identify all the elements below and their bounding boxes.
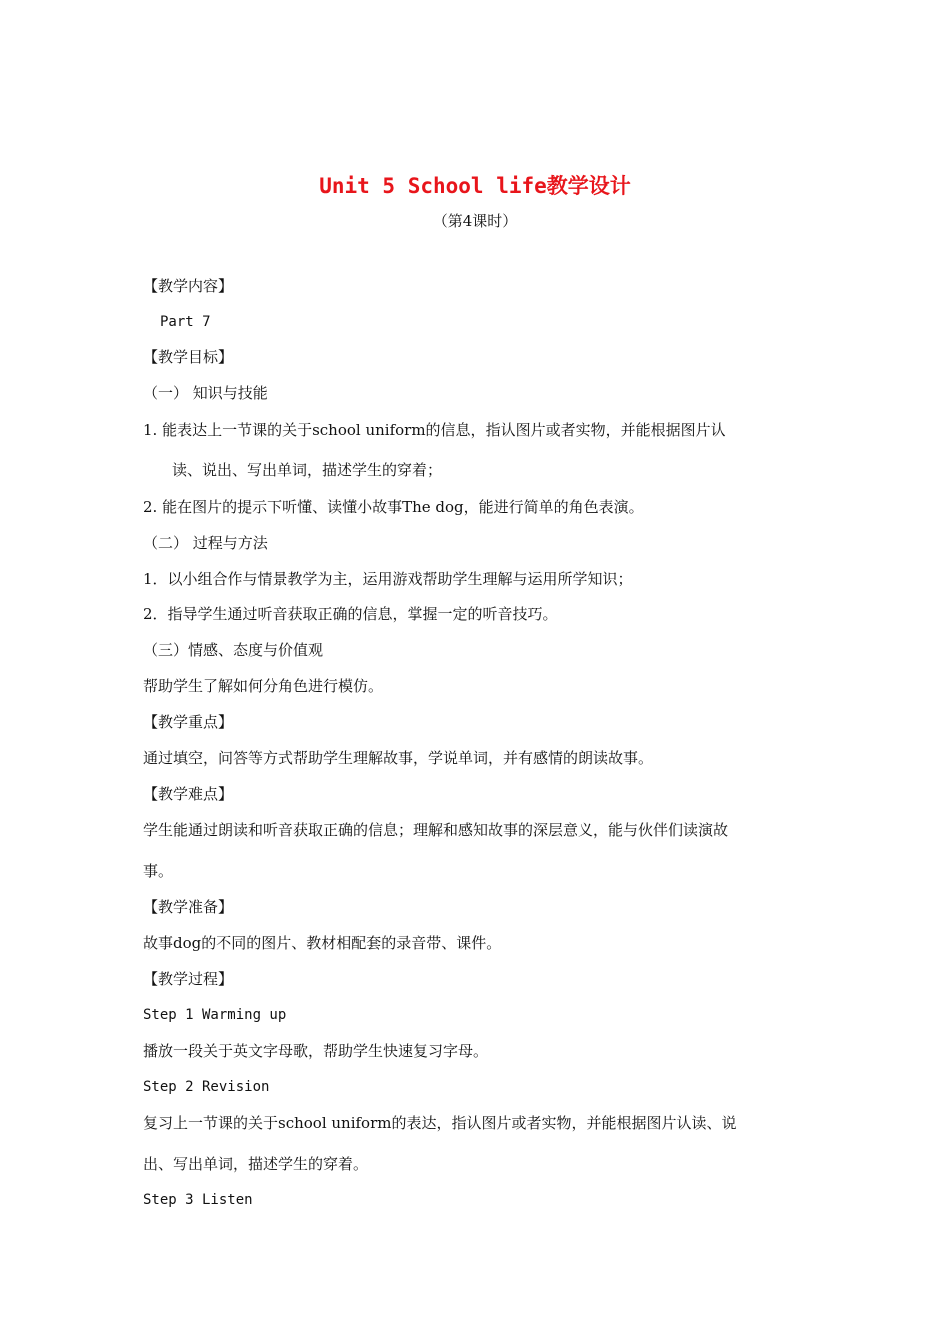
subheading-emotion-values: （三）情感、态度与价值观 [143,641,324,659]
step-2-text-continued: 出、写出单词，描述学生的穿着。 [143,1155,369,1173]
goal-item-1-continued: 读、说出、写出单词，描述学生的穿着； [172,461,443,479]
step-1-text: 播放一段关于英文字母歌，帮助学生快速复习字母。 [143,1042,489,1060]
heading-key-points: 【教学重点】 [143,713,234,731]
step-2-heading: Step 2 Revision [143,1079,270,1095]
document-title: Unit 5 School life教学设计 [319,174,631,198]
step-2-text: 复习上一节课的关于school uniform的表达，指认图片或者实物，并能根据图片认读、说 [143,1114,737,1132]
emotion-text: 帮助学生了解如何分角色进行模仿。 [143,677,384,695]
difficulties-text-continued: 事。 [143,862,174,880]
document-subtitle: （第4课时） [432,212,518,230]
heading-difficulties: 【教学难点】 [143,785,234,803]
method-item-1: 1．以小组合作与情景教学为主，运用游戏帮助学生理解与运用所学知识； [143,570,633,588]
subheading-process-method: （二） 过程与方法 [143,534,268,552]
heading-teaching-goals: 【教学目标】 [143,348,234,366]
subheading-knowledge-skills: （一） 知识与技能 [143,384,268,402]
difficulties-text: 学生能通过朗读和听音获取正确的信息；理解和感知故事的深层意义，能与伙伴们读演故 [143,821,729,839]
method-item-2: 2．指导学生通过听音获取正确的信息，掌握一定的听音技巧。 [143,605,558,623]
goal-item-2: 2. 能在图片的提示下听懂、读懂小故事The dog，能进行简单的角色表演。 [143,498,644,516]
preparation-text: 故事dog的不同的图片、教材相配套的录音带、课件。 [143,934,502,952]
text-part: Part 7 [160,314,211,330]
heading-process: 【教学过程】 [143,970,234,988]
step-3-heading: Step 3 Listen [143,1192,253,1208]
heading-preparation: 【教学准备】 [143,898,234,916]
goal-item-1: 1. 能表达上一节课的关于school uniform的信息，指认图片或者实物，并能根据图片认 [143,421,726,439]
key-points-text: 通过填空，问答等方式帮助学生理解故事，学说单词，并有感情的朗读故事。 [143,749,654,767]
heading-teaching-content: 【教学内容】 [143,277,234,295]
step-1-heading: Step 1 Warming up [143,1007,287,1023]
